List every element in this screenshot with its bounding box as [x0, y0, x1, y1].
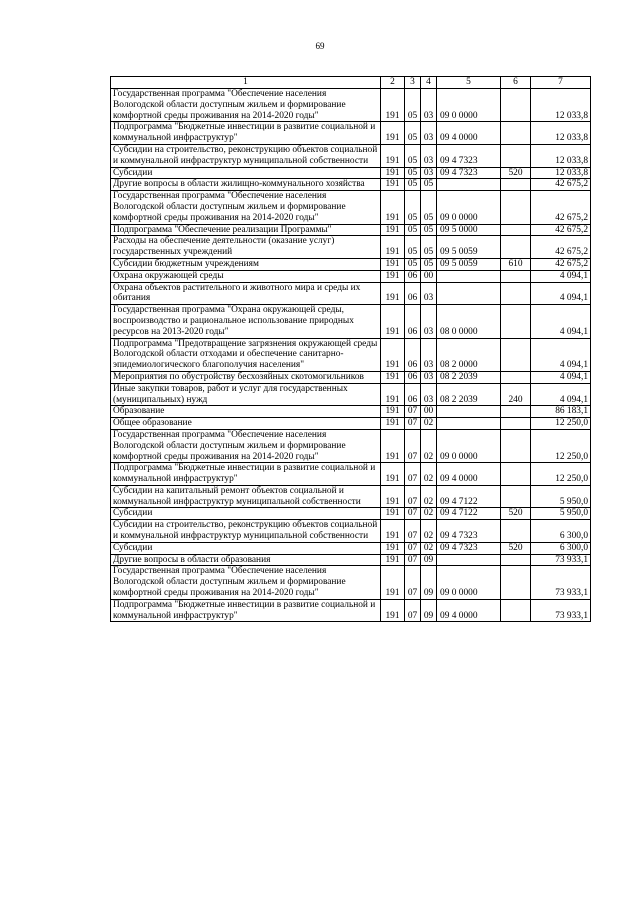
code-target: 09 0 0000 — [437, 566, 501, 599]
code-ministry: 191 — [381, 258, 405, 270]
page-number: 69 — [315, 41, 325, 51]
code-ministry: 191 — [381, 144, 405, 167]
code-target — [437, 179, 501, 191]
code-expense-type: 520 — [501, 508, 531, 520]
row-name: Субсидии бюджетным учреждениям — [111, 258, 381, 270]
code-ministry: 191 — [381, 485, 405, 508]
code-subsection: 02 — [421, 418, 437, 430]
code-target: 09 4 0000 — [437, 122, 501, 145]
table-row — [111, 258, 591, 270]
code-ministry: 191 — [381, 224, 405, 236]
row-name: Общее образование — [111, 418, 381, 430]
code-ministry: 191 — [381, 270, 405, 282]
amount: 12 033,8 — [531, 167, 591, 179]
code-target: 09 4 7323 — [437, 542, 501, 554]
code-section: 05 — [405, 89, 421, 122]
header-cell: 6 — [501, 77, 531, 89]
table-row — [111, 191, 591, 224]
amount: 42 675,2 — [531, 179, 591, 191]
code-expense-type — [501, 305, 531, 338]
table-row — [111, 282, 591, 305]
table-row — [111, 429, 591, 462]
code-section: 05 — [405, 236, 421, 259]
code-target: 09 0 0000 — [437, 191, 501, 224]
code-target: 09 4 7323 — [437, 520, 501, 543]
code-expense-type — [501, 371, 531, 383]
code-subsection: 09 — [421, 566, 437, 599]
table-row — [111, 122, 591, 145]
code-ministry: 191 — [381, 508, 405, 520]
table-row — [111, 371, 591, 383]
code-ministry: 191 — [381, 122, 405, 145]
amount: 4 094,1 — [531, 383, 591, 406]
code-expense-type — [501, 224, 531, 236]
code-target: 09 5 0000 — [437, 224, 501, 236]
code-expense-type: 240 — [501, 383, 531, 406]
code-expense-type — [501, 122, 531, 145]
code-expense-type: 610 — [501, 258, 531, 270]
row-name: Государственная программа "Охрана окружающей среды, воспроизводство и рациональное использование природных ресурсов на 2013-2020 годы" — [111, 305, 381, 338]
code-expense-type — [501, 554, 531, 566]
code-section: 07 — [405, 542, 421, 554]
row-name: Подпрограмма "Обеспечение реализации Программы" — [111, 224, 381, 236]
code-expense-type — [501, 282, 531, 305]
amount: 6 300,0 — [531, 520, 591, 543]
code-section: 05 — [405, 224, 421, 236]
code-target — [437, 270, 501, 282]
header-cell: 4 — [421, 77, 437, 89]
row-name: Подпрограмма "Бюджетные инвестиции в развитие социальной и коммунальной инфраструктур" — [111, 599, 381, 622]
code-section: 07 — [405, 463, 421, 486]
code-target: 08 0 0000 — [437, 305, 501, 338]
code-expense-type — [501, 89, 531, 122]
code-expense-type — [501, 485, 531, 508]
code-ministry: 191 — [381, 338, 405, 371]
code-target — [437, 418, 501, 430]
code-ministry: 191 — [381, 599, 405, 622]
code-target: 09 4 0000 — [437, 463, 501, 486]
row-name: Государственная программа "Обеспечение населения Вологодской области доступным жильем и формирование комфортной среды проживания на 2014-2020 годы" — [111, 566, 381, 599]
amount: 12 250,0 — [531, 429, 591, 462]
amount: 73 933,1 — [531, 599, 591, 622]
code-section: 07 — [405, 418, 421, 430]
code-target — [437, 282, 501, 305]
code-subsection: 05 — [421, 236, 437, 259]
code-expense-type — [501, 191, 531, 224]
code-ministry: 191 — [381, 236, 405, 259]
code-target: 09 0 0000 — [437, 89, 501, 122]
code-expense-type — [501, 338, 531, 371]
table-row — [111, 542, 591, 554]
code-subsection: 03 — [421, 167, 437, 179]
row-name: Субсидии — [111, 167, 381, 179]
code-subsection: 02 — [421, 463, 437, 486]
table-row — [111, 144, 591, 167]
code-ministry: 191 — [381, 542, 405, 554]
amount: 12 250,0 — [531, 463, 591, 486]
code-section: 05 — [405, 179, 421, 191]
table-row — [111, 305, 591, 338]
code-ministry: 191 — [381, 89, 405, 122]
code-subsection: 03 — [421, 282, 437, 305]
code-section: 06 — [405, 305, 421, 338]
code-section: 07 — [405, 554, 421, 566]
code-ministry: 191 — [381, 406, 405, 418]
code-expense-type: 520 — [501, 167, 531, 179]
budget-table — [110, 76, 591, 622]
amount: 4 094,1 — [531, 371, 591, 383]
code-section: 06 — [405, 282, 421, 305]
header-cell: 1 — [111, 77, 381, 89]
code-section: 07 — [405, 508, 421, 520]
code-section: 06 — [405, 270, 421, 282]
code-target: 09 4 7122 — [437, 485, 501, 508]
table-row — [111, 463, 591, 486]
amount: 12 033,8 — [531, 144, 591, 167]
row-name: Государственная программа "Обеспечение населения Вологодской области доступным жильем и формирование комфортной среды проживания на 2014-2020 годы" — [111, 429, 381, 462]
code-target: 09 4 7323 — [437, 167, 501, 179]
code-subsection: 00 — [421, 406, 437, 418]
code-subsection: 03 — [421, 305, 437, 338]
row-name: Подпрограмма "Предотвращение загрязнения окружающей среды Вологодской области отходами и обеспечение санитарно-эпидемиологического благополучия населения" — [111, 338, 381, 371]
table-row — [111, 508, 591, 520]
code-target: 08 2 0000 — [437, 338, 501, 371]
code-subsection: 03 — [421, 89, 437, 122]
code-ministry: 191 — [381, 463, 405, 486]
code-target: 09 4 7323 — [437, 144, 501, 167]
code-expense-type — [501, 179, 531, 191]
code-expense-type: 520 — [501, 542, 531, 554]
row-name: Иные закупки товаров, работ и услуг для государственных (муниципальных) нужд — [111, 383, 381, 406]
code-ministry: 191 — [381, 418, 405, 430]
code-section: 05 — [405, 144, 421, 167]
code-subsection: 03 — [421, 144, 437, 167]
code-expense-type — [501, 236, 531, 259]
code-subsection: 05 — [421, 179, 437, 191]
code-subsection: 03 — [421, 383, 437, 406]
code-expense-type — [501, 144, 531, 167]
row-name: Подпрограмма "Бюджетные инвестиции в развитие социальной и коммунальной инфраструктур" — [111, 122, 381, 145]
table-row — [111, 566, 591, 599]
row-name: Субсидии на капитальный ремонт объектов социальной и коммунальной инфраструктур муниципальной собственности — [111, 485, 381, 508]
table-row — [111, 599, 591, 622]
table-row — [111, 270, 591, 282]
code-ministry: 191 — [381, 429, 405, 462]
code-section: 07 — [405, 485, 421, 508]
code-subsection: 09 — [421, 554, 437, 566]
row-name: Субсидии — [111, 508, 381, 520]
header-cell: 5 — [437, 77, 501, 89]
code-subsection: 03 — [421, 338, 437, 371]
code-subsection: 05 — [421, 191, 437, 224]
table-row — [111, 406, 591, 418]
code-expense-type — [501, 406, 531, 418]
code-target — [437, 406, 501, 418]
code-section: 07 — [405, 520, 421, 543]
amount: 42 675,2 — [531, 258, 591, 270]
code-subsection: 05 — [421, 258, 437, 270]
code-ministry: 191 — [381, 383, 405, 406]
code-expense-type — [501, 566, 531, 599]
amount: 42 675,2 — [531, 191, 591, 224]
code-target: 08 2 2039 — [437, 383, 501, 406]
code-section: 05 — [405, 191, 421, 224]
header-cell: 7 — [531, 77, 591, 89]
amount: 12 033,8 — [531, 122, 591, 145]
code-ministry: 191 — [381, 554, 405, 566]
code-expense-type — [501, 270, 531, 282]
row-name: Образование — [111, 406, 381, 418]
code-ministry: 191 — [381, 282, 405, 305]
row-name: Другие вопросы в области образования — [111, 554, 381, 566]
code-subsection: 02 — [421, 542, 437, 554]
code-subsection: 09 — [421, 599, 437, 622]
table-row — [111, 338, 591, 371]
row-name: Охрана окружающей среды — [111, 270, 381, 282]
code-target: 09 5 0059 — [437, 258, 501, 270]
header-cell: 2 — [381, 77, 405, 89]
amount: 5 950,0 — [531, 508, 591, 520]
table-row — [111, 167, 591, 179]
code-subsection: 05 — [421, 224, 437, 236]
header-cell: 3 — [405, 77, 421, 89]
amount: 4 094,1 — [531, 305, 591, 338]
amount: 86 183,1 — [531, 406, 591, 418]
code-target: 09 0 0000 — [437, 429, 501, 462]
code-ministry: 191 — [381, 566, 405, 599]
code-expense-type — [501, 520, 531, 543]
row-name: Мероприятия по обустройству бесхозяйных скотомогильников — [111, 371, 381, 383]
row-name: Субсидии — [111, 542, 381, 554]
code-section: 06 — [405, 371, 421, 383]
row-name: Подпрограмма "Бюджетные инвестиции в развитие социальной и коммунальной инфраструктур" — [111, 463, 381, 486]
code-target: 09 5 0059 — [437, 236, 501, 259]
row-name: Охрана объектов растительного и животного мира и среды их обитания — [111, 282, 381, 305]
table-row — [111, 179, 591, 191]
code-section: 05 — [405, 122, 421, 145]
code-ministry: 191 — [381, 371, 405, 383]
code-section: 07 — [405, 406, 421, 418]
table-header-row — [111, 77, 591, 89]
code-subsection: 02 — [421, 429, 437, 462]
code-section: 05 — [405, 258, 421, 270]
code-target: 08 2 2039 — [437, 371, 501, 383]
code-target: 09 4 0000 — [437, 599, 501, 622]
code-section: 07 — [405, 599, 421, 622]
code-ministry: 191 — [381, 167, 405, 179]
code-subsection: 02 — [421, 485, 437, 508]
amount: 73 933,1 — [531, 554, 591, 566]
code-section: 06 — [405, 383, 421, 406]
code-expense-type — [501, 418, 531, 430]
table-row — [111, 418, 591, 430]
table-row — [111, 485, 591, 508]
code-target: 09 4 7122 — [437, 508, 501, 520]
table-row — [111, 520, 591, 543]
code-subsection: 00 — [421, 270, 437, 282]
amount: 6 300,0 — [531, 542, 591, 554]
code-ministry: 191 — [381, 520, 405, 543]
code-section: 06 — [405, 338, 421, 371]
code-expense-type — [501, 429, 531, 462]
amount: 5 950,0 — [531, 485, 591, 508]
table-row — [111, 224, 591, 236]
code-ministry: 191 — [381, 191, 405, 224]
code-subsection: 02 — [421, 520, 437, 543]
table-row — [111, 89, 591, 122]
row-name: Расходы на обеспечение деятельности (оказание услуг) государственных учреждений — [111, 236, 381, 259]
table-row — [111, 236, 591, 259]
code-section: 05 — [405, 167, 421, 179]
amount: 4 094,1 — [531, 282, 591, 305]
code-section: 07 — [405, 566, 421, 599]
amount: 4 094,1 — [531, 270, 591, 282]
code-section: 07 — [405, 429, 421, 462]
row-name: Субсидии на строительство, реконструкцию объектов социальной и коммунальной инфраструктур муниципальной собственности — [111, 520, 381, 543]
code-subsection: 03 — [421, 371, 437, 383]
amount: 12 033,8 — [531, 89, 591, 122]
code-ministry: 191 — [381, 305, 405, 338]
amount: 42 675,2 — [531, 236, 591, 259]
code-ministry: 191 — [381, 179, 405, 191]
code-subsection: 03 — [421, 122, 437, 145]
amount: 42 675,2 — [531, 224, 591, 236]
amount: 4 094,1 — [531, 338, 591, 371]
amount: 12 250,0 — [531, 418, 591, 430]
amount: 73 933,1 — [531, 566, 591, 599]
code-subsection: 02 — [421, 508, 437, 520]
code-target — [437, 554, 501, 566]
table-row — [111, 383, 591, 406]
table-row — [111, 554, 591, 566]
row-name: Субсидии на строительство, реконструкцию объектов социальной и коммунальной инфраструктур муниципальной собственности — [111, 144, 381, 167]
row-name: Государственная программа "Обеспечение населения Вологодской области доступным жильем и формирование комфортной среды проживания на 2014-2020 годы" — [111, 191, 381, 224]
code-expense-type — [501, 463, 531, 486]
code-expense-type — [501, 599, 531, 622]
row-name: Государственная программа "Обеспечение населения Вологодской области доступным жильем и формирование комфортной среды проживания на 2014-2020 годы" — [111, 89, 381, 122]
row-name: Другие вопросы в области жилищно-коммунального хозяйства — [111, 179, 381, 191]
